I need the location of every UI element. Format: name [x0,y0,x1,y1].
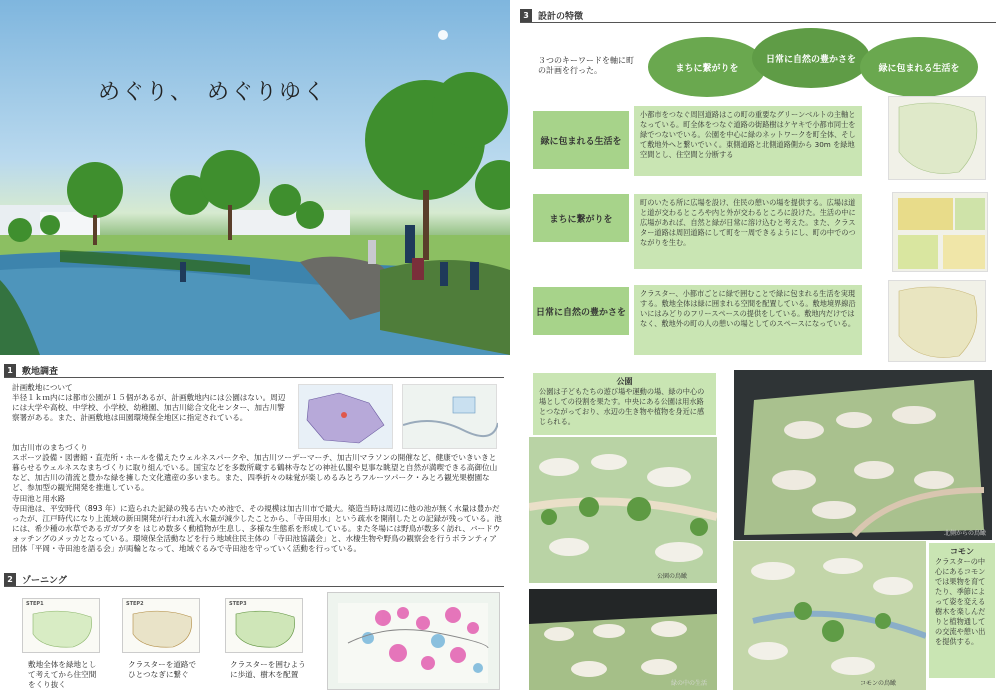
city-planning-block [12,443,502,493]
hero-illustration [0,0,510,355]
section-1-header [4,363,504,378]
section-title: 設計の特徴 [538,11,584,22]
section-3-header [520,8,996,23]
greenlife-photo [529,589,717,690]
site-survey-block [12,383,287,423]
block-text: スポーツ設備・図書館・直売所・ホールを備えたウェルネスパークや、加古川ツーデーマーチ、加古川マラソンの開催など、健康でいきいきと暮らせるウェルネスなまちづくりに取り組んでいる。国宝などを多数所蔵する鶴林寺などの神社仏閣や見事な眺望と自然が満喫できる高御位山など、加古川の清流と豊かな緑を擁した文化遺産の多いまち。また、四季折々の味覚が楽しめるみとろフルーツパーク・みとろ観光果樹園など、参加型の観光開発を推進している。 [12,453,498,492]
step2-text: クラスターを道路でひとつなぎに繋ぐ [128,660,197,679]
step3-illustration [226,599,304,654]
step-label: STEP3 [229,601,247,607]
block-heading: 寺田池と用水路 [12,494,66,503]
park-description [533,373,716,435]
park-aerial-photo [529,437,717,583]
aerial-map-image [402,384,497,449]
feature-thumbnail [888,96,986,180]
park-title: 公園 [616,377,633,386]
common-aerial-photo [733,541,926,690]
section-number: 1 [4,364,16,377]
block-heading: 計画敷地について [12,383,73,392]
feature-text: 町のいたる所に広場を設け、住民の憩いの場を提供する。広場は道と道が交わるところや内と外が交わるところに設けた。生活の中に広場があれば、自然と緑が日常に溶け込むと考えた。また、クラスター道路は周回道路にして町を一周できるようにし、町の中でのつながりを生む。 [634,194,862,269]
feature-text: クラスター、小都市ごとに緑で囲むことで緑に包まれる生活を実現する。敷地全体は緑に囲まれる空間を配置している。敷地境界線沿いにはみどりのフリースペースの提供をしている。敷地内だけではなく、敷地外の町の人の憩いの場としてのスペースになっている。 [634,285,862,355]
step2-illustration [123,599,201,654]
section-number: 3 [520,9,532,22]
section-number: 2 [4,573,16,586]
step-label: STEP1 [26,601,44,607]
step1-text: 敷地全体を緑地として考えてから住空間をくり抜く [28,660,97,689]
feature-label: 日常に自然の豊かさを [533,287,629,335]
feature-plan-illustration [889,281,987,363]
section-title: ゾーニング [22,575,67,586]
feature-plan-illustration [889,97,987,181]
block-text: 半径１ｋｍ内には都市公園が１５個があるが、計画敷地内には公園はない。周辺には大学や高校、中学校、小学校、幼稚園、加古川総合文化センター、加古川警察署がある。また、計画敷地は田園環境保全地区に指定されている。 [12,393,286,422]
feature-plan-illustration [893,193,989,273]
step1-diagram [22,598,100,653]
north-aerial-photo [734,370,992,540]
zoning-plan-image [327,592,500,690]
park-aerial-illustration [529,437,717,583]
feature-text: 小都市をつなぐ周回道路はこの町の重要なグリーンベルトの主軸となっている。町全体をつなぐ道路の街路樹はケヤキで小都市同士を緑でつないでいる。公園を中心に緑のネットワークを町全体、そして敷地外へと繋いでいく。東側道路と北側道路側から 30m を緑地空間とし、住空間と分断する [634,106,862,176]
site-map-image [298,384,393,449]
common-title: コモン [950,547,974,556]
hero-title: めぐり、 めぐりゆく [98,80,328,105]
section-title: 敷地調査 [22,366,59,377]
photo-caption: 北側からの鳥瞰 [943,530,986,537]
step3-diagram [225,598,303,653]
park-text: 公園は子どもたちの遊び場や運動の場、緑の中心の場としての役割を果たす。中央にある公園は用水路とつながっており、水辺の生き物や植物を身近に感じられる。 [539,387,705,426]
greenlife-illustration [529,589,717,690]
site-map-illustration [299,385,394,450]
photo-caption: 公園の鳥瞰 [656,573,687,580]
photo-caption: コモンの鳥瞰 [859,680,896,687]
step1-illustration [23,599,101,654]
feature-thumbnail [892,192,988,272]
keyword-ellipse: 日常に自然の豊かさを [752,28,870,88]
common-aerial-illustration [733,541,926,690]
block-heading: 加古川市のまちづくり [12,443,88,452]
step3-text: クラスターを囲むように歩道、樹木を配置 [230,660,306,679]
aerial-map-illustration [403,385,498,450]
north-aerial-illustration [734,370,992,540]
section-2-header [4,572,504,587]
zoning-plan-illustration [328,593,501,691]
common-text: クラスターの中心にあるコモンでは果物を育てたり、季節によって姿を変える樹木を楽しんだりと植物通しての交流や憩い出を提供する。 [935,557,986,646]
feature-label: まちに繋がりを [533,194,629,242]
hero-image [0,0,510,355]
step2-diagram [122,598,200,653]
keyword-ellipse: まちに繋がりを [648,37,766,97]
photo-caption: 緑の中の生活 [670,680,707,687]
keyword-ellipse: 緑に包まれる生活を [860,37,978,97]
section-3-intro: ３つのキーワードを軸に町の計画を行った。 [538,56,634,75]
pond-block [12,494,502,554]
block-text: 寺田池は、平安時代（893 年）に造られた記録の残る古いため池で、その規模は加古川市で最大。築造当時は周辺に他の池が無く水量は豊かだったが、江戸時代になり上流域の新田開発が行われ流入水量が減少したことから、「寺田用水」という疏水を開削したとの記録が残っている。池には、希少種の水草であるガガブタを はじめ数多く動植物が生息し、多様な生態系を形成している。また冬場には野鳥が数多く訪れ、バードウォッチングのメッカとなっている。環境保全活動などを行う地域住民主体の「寺田池協議会」と、水棲生物や野鳥の観察会を行うボランティア団体「平岡・寺田池を語る会」が両輪となって、地域ぐるみで寺田池を守っていく活動を行っている。 [12,504,502,553]
feature-thumbnail [888,280,986,362]
feature-label: 緑に包まれる生活を [533,111,629,169]
step-label: STEP2 [126,601,144,607]
common-description [929,543,995,678]
